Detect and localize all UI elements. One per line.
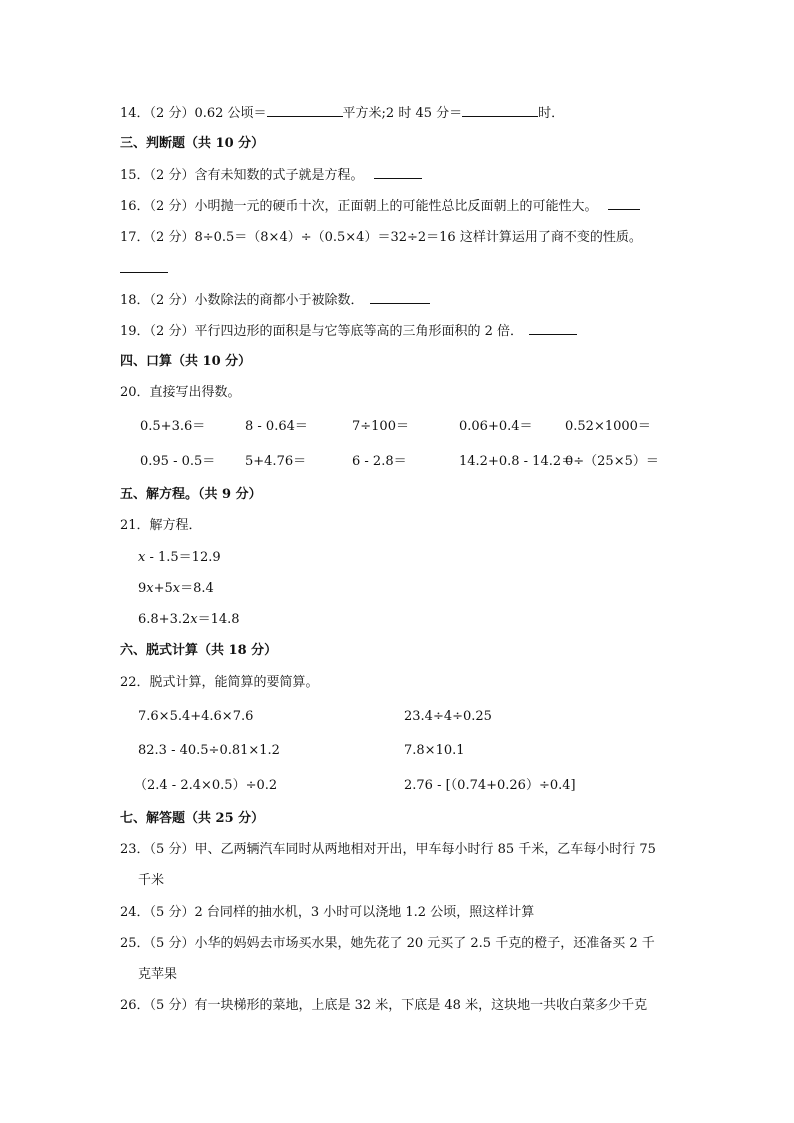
question-text: 0.62 公顷＝ bbox=[194, 106, 267, 121]
question-text: 8÷0.5＝（8×4）÷（0.5×4）＝32÷2＝16 这样计算运用了商不变的性质。 bbox=[194, 230, 642, 245]
calc-item: 23.4÷4÷0.25 bbox=[404, 709, 492, 724]
section-heading-7: 七、解答题（共 25 分） bbox=[120, 811, 265, 826]
question-24 bbox=[120, 904, 534, 922]
answer-blank[interactable] bbox=[529, 322, 577, 335]
question-14 bbox=[120, 104, 564, 123]
question-text: 平方米;2 时 45 分＝ bbox=[342, 106, 463, 121]
question-score: （2 分） bbox=[149, 293, 195, 308]
question-score: （2 分） bbox=[149, 199, 195, 214]
question-number: 19． bbox=[120, 324, 150, 339]
calc-item: 2.76 - [（0.74+0.26）÷0.4] bbox=[404, 778, 576, 793]
coefficient: +5 bbox=[153, 581, 173, 596]
question-score: （2 分） bbox=[149, 230, 195, 245]
question-score: （5 分） bbox=[149, 936, 195, 951]
question-text: 有一块梯形的菜地，上底是 32 米，下底是 48 米，这块地一共收白菜多少千克 bbox=[194, 998, 648, 1013]
section-heading-4: 四、口算（共 10 分） bbox=[120, 354, 252, 369]
equation-rest: ＝8.4 bbox=[180, 581, 214, 596]
question-18 bbox=[120, 291, 430, 310]
section-heading-5: 五、解方程。（共 9 分） bbox=[120, 487, 262, 502]
question-text: 直接写出得数。 bbox=[149, 385, 241, 400]
question-25-continuation: 克苹果 bbox=[138, 967, 178, 982]
mental-calc-item: 0.5+3.6＝ bbox=[140, 419, 206, 434]
equation-2 bbox=[138, 580, 214, 598]
question-number: 26． bbox=[120, 998, 150, 1013]
question-number: 21． bbox=[120, 518, 150, 533]
question-22 bbox=[120, 674, 319, 692]
question-text: 甲、乙两辆汽车同时从两地相对开出，甲车每小时行 85 千米，乙车每小时行 75 bbox=[194, 842, 656, 857]
question-number: 24． bbox=[120, 905, 150, 920]
question-score: （5 分） bbox=[149, 905, 195, 920]
section-heading-3: 三、判断题（共 10 分） bbox=[120, 136, 265, 151]
question-26 bbox=[120, 997, 647, 1015]
calc-item: 7.6×5.4+4.6×7.6 bbox=[138, 709, 254, 724]
question-score: （2 分） bbox=[149, 106, 195, 121]
calc-item: 7.8×10.1 bbox=[404, 743, 465, 758]
question-text: 脱式计算，能简算的要简算。 bbox=[149, 675, 319, 690]
variable: x bbox=[190, 612, 198, 627]
equation-1 bbox=[138, 549, 221, 567]
question-21 bbox=[120, 517, 202, 535]
question-text: 平行四边形的面积是与它等底等高的三角形面积的 2 倍． bbox=[194, 324, 523, 339]
mental-calc-item: 8 - 0.64＝ bbox=[245, 419, 308, 434]
question-score: （5 分） bbox=[149, 998, 195, 1013]
question-score: （5 分） bbox=[149, 842, 195, 857]
mental-calc-item: 6 - 2.8＝ bbox=[352, 454, 407, 469]
question-score: （2 分） bbox=[149, 324, 195, 339]
answer-blank[interactable] bbox=[374, 166, 422, 179]
question-text: 时． bbox=[538, 106, 565, 121]
mental-calc-item: 14.2+0.8 - 14.2＝ bbox=[459, 454, 575, 469]
question-number: 15． bbox=[120, 168, 150, 183]
question-text: 解方程． bbox=[149, 518, 202, 533]
question-23 bbox=[120, 841, 656, 859]
answer-blank[interactable] bbox=[120, 260, 168, 273]
answer-blank[interactable] bbox=[462, 104, 538, 117]
calc-item: （2.4 - 2.4×0.5）÷0.2 bbox=[134, 778, 278, 793]
variable: x bbox=[138, 550, 146, 565]
answer-blank[interactable] bbox=[608, 197, 640, 210]
question-number: 25． bbox=[120, 936, 150, 951]
answer-blank[interactable] bbox=[267, 104, 343, 117]
question-23-continuation: 千米 bbox=[138, 873, 165, 888]
question-number: 14． bbox=[120, 106, 150, 121]
question-15 bbox=[120, 166, 422, 185]
mental-calc-item: 5+4.76＝ bbox=[245, 454, 307, 469]
question-number: 16． bbox=[120, 199, 150, 214]
question-text: 2 台同样的抽水机，3 小时可以浇地 1.2 公顷，照这样计算 bbox=[194, 905, 535, 920]
question-19 bbox=[120, 322, 577, 341]
question-17 bbox=[120, 229, 642, 247]
equation-rest: - 1.5＝12.9 bbox=[145, 550, 221, 565]
question-text: 小数除法的商都小于被除数． bbox=[194, 293, 364, 308]
question-25 bbox=[120, 935, 655, 953]
answer-blank[interactable] bbox=[370, 291, 430, 304]
equation-3 bbox=[138, 611, 240, 629]
mental-calc-item: 0.06+0.4＝ bbox=[459, 419, 533, 434]
question-number: 17． bbox=[120, 230, 150, 245]
question-text: 小华的妈妈去市场买水果，她先花了 20 元买了 2.5 千克的橙子，还准备买 2 千 bbox=[194, 936, 655, 951]
variable: x bbox=[146, 581, 154, 596]
mental-calc-item: 7÷100＝ bbox=[352, 419, 409, 434]
question-number: 23． bbox=[120, 842, 150, 857]
mental-calc-item: 0.52×1000＝ bbox=[565, 419, 651, 434]
coefficient: 9 bbox=[138, 581, 147, 596]
mental-calc-item: 0.95 - 0.5＝ bbox=[140, 454, 216, 469]
question-text: 小明抛一元的硬币十次，正面朝上的可能性总比反面朝上的可能性大。 bbox=[194, 199, 598, 214]
section-heading-6: 六、脱式计算（共 18 分） bbox=[120, 643, 278, 658]
mental-calc-item: 0÷（25×5）＝ bbox=[565, 454, 659, 469]
coefficient: 6.8+3.2 bbox=[138, 612, 191, 627]
question-number: 22． bbox=[120, 675, 150, 690]
equation-rest: ＝14.8 bbox=[197, 612, 240, 627]
question-number: 18． bbox=[120, 293, 150, 308]
question-17-blank-line bbox=[120, 260, 168, 279]
question-number: 20． bbox=[120, 385, 150, 400]
question-text: 含有未知数的式子就是方程。 bbox=[194, 168, 364, 183]
variable: x bbox=[172, 581, 181, 596]
question-score: （2 分） bbox=[149, 168, 195, 183]
question-20 bbox=[120, 384, 241, 402]
calc-item: 82.3 - 40.5÷0.81×1.2 bbox=[138, 743, 280, 758]
question-16 bbox=[120, 197, 640, 216]
